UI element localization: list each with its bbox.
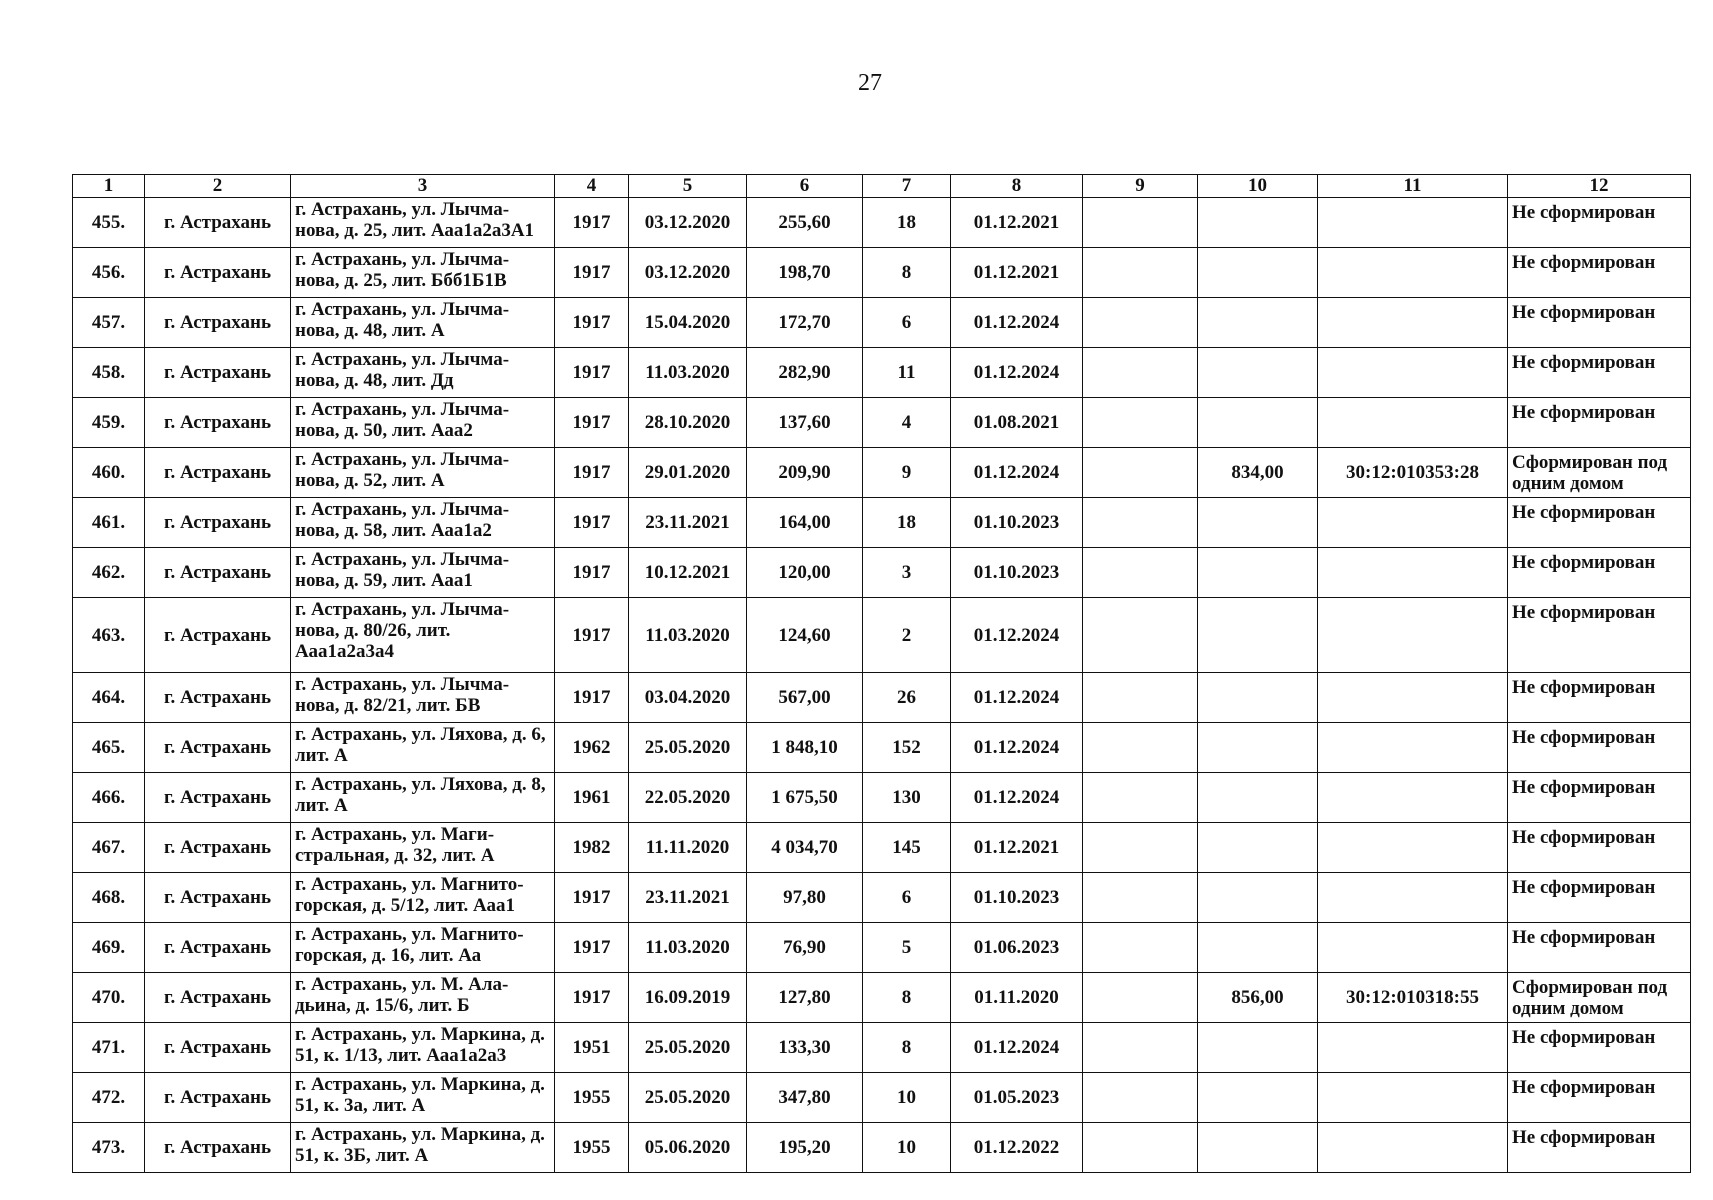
- row-number-cell: 459.: [73, 398, 145, 448]
- address-cell: г. Астрахань, ул. Маркина, д. 51, к. 1/13, лит. Ааа1а2а3: [291, 1023, 555, 1073]
- city-cell: г. Астрахань: [145, 923, 291, 973]
- address-cell: г. Астрахань, ул. Лычма-нова, д. 48, лит. Дд: [291, 348, 555, 398]
- residents-cell: 4: [863, 398, 951, 448]
- cadastral-number-cell: [1318, 823, 1508, 873]
- date-cell: 03.12.2020: [629, 248, 747, 298]
- city-cell: г. Астрахань: [145, 498, 291, 548]
- land-area-cell: [1198, 398, 1318, 448]
- land-area-cell: [1198, 198, 1318, 248]
- area-cell: 120,00: [747, 548, 863, 598]
- cadastral-number-cell: [1318, 1023, 1508, 1073]
- area-cell: 1 675,50: [747, 773, 863, 823]
- row-number-cell: 456.: [73, 248, 145, 298]
- residents-cell: 8: [863, 248, 951, 298]
- cadastral-number-cell: [1318, 773, 1508, 823]
- land-status-cell: Не сформирован: [1508, 498, 1691, 548]
- cadastral-number-cell: 30:12:010353:28: [1318, 448, 1508, 498]
- land-status-cell: Не сформирован: [1508, 298, 1691, 348]
- table-row: [73, 398, 1691, 448]
- residents-cell: 9: [863, 448, 951, 498]
- row-number-cell: 464.: [73, 673, 145, 723]
- row-number-cell: 469.: [73, 923, 145, 973]
- row-number-cell: 472.: [73, 1073, 145, 1123]
- row-number-cell: 467.: [73, 823, 145, 873]
- deadline-cell: 01.12.2021: [951, 823, 1083, 873]
- year-cell: 1917: [555, 873, 629, 923]
- deadline-cell: 01.11.2020: [951, 973, 1083, 1023]
- land-status-cell: Не сформирован: [1508, 1023, 1691, 1073]
- address-cell: г. Астрахань, ул. Магнито-горская, д. 5/12, лит. Ааа1: [291, 873, 555, 923]
- area-cell: 124,60: [747, 598, 863, 673]
- address-cell: г. Астрахань, ул. Лычма-нова, д. 50, лит. Ааа2: [291, 398, 555, 448]
- table-row: [73, 298, 1691, 348]
- area-cell: 198,70: [747, 248, 863, 298]
- city-cell: г. Астрахань: [145, 598, 291, 673]
- year-cell: 1917: [555, 673, 629, 723]
- residents-cell: 8: [863, 973, 951, 1023]
- column-header-4: 4: [555, 175, 629, 198]
- row-number-cell: 458.: [73, 348, 145, 398]
- cadastral-number-cell: [1318, 1073, 1508, 1123]
- col9-cell: [1083, 923, 1198, 973]
- year-cell: 1917: [555, 448, 629, 498]
- city-cell: г. Астрахань: [145, 823, 291, 873]
- year-cell: 1917: [555, 498, 629, 548]
- address-cell: г. Астрахань, ул. Магнито-горская, д. 16, лит. Аа: [291, 923, 555, 973]
- deadline-cell: 01.12.2024: [951, 448, 1083, 498]
- row-number-cell: 468.: [73, 873, 145, 923]
- year-cell: 1962: [555, 723, 629, 773]
- deadline-cell: 01.12.2024: [951, 598, 1083, 673]
- city-cell: г. Астрахань: [145, 348, 291, 398]
- city-cell: г. Астрахань: [145, 723, 291, 773]
- residents-cell: 8: [863, 1023, 951, 1073]
- year-cell: 1955: [555, 1073, 629, 1123]
- col9-cell: [1083, 248, 1198, 298]
- land-area-cell: [1198, 348, 1318, 398]
- column-header-10: 10: [1198, 175, 1318, 198]
- column-header-11: 11: [1318, 175, 1508, 198]
- deadline-cell: 01.05.2023: [951, 1073, 1083, 1123]
- residents-cell: 145: [863, 823, 951, 873]
- address-cell: г. Астрахань, ул. Лычма-нова, д. 25, лит. Ббб1Б1В: [291, 248, 555, 298]
- date-cell: 05.06.2020: [629, 1123, 747, 1173]
- land-area-cell: [1198, 773, 1318, 823]
- column-header-9: 9: [1083, 175, 1198, 198]
- city-cell: г. Астрахань: [145, 1073, 291, 1123]
- land-status-cell: Не сформирован: [1508, 723, 1691, 773]
- city-cell: г. Астрахань: [145, 298, 291, 348]
- cadastral-number-cell: [1318, 1123, 1508, 1173]
- deadline-cell: 01.10.2023: [951, 873, 1083, 923]
- address-cell: г. Астрахань, ул. Маркина, д. 51, к. 3Б, лит. А: [291, 1123, 555, 1173]
- residents-cell: 6: [863, 873, 951, 923]
- cadastral-number-cell: 30:12:010318:55: [1318, 973, 1508, 1023]
- year-cell: 1917: [555, 598, 629, 673]
- deadline-cell: 01.12.2021: [951, 248, 1083, 298]
- date-cell: 25.05.2020: [629, 723, 747, 773]
- land-status-cell: Не сформирован: [1508, 198, 1691, 248]
- land-area-cell: [1198, 873, 1318, 923]
- col9-cell: [1083, 1073, 1198, 1123]
- col9-cell: [1083, 1023, 1198, 1073]
- address-cell: г. Астрахань, ул. Лычма-нова, д. 52, лит. А: [291, 448, 555, 498]
- address-cell: г. Астрахань, ул. Лычма-нова, д. 82/21, лит. БВ: [291, 673, 555, 723]
- year-cell: 1951: [555, 1023, 629, 1073]
- land-area-cell: [1198, 923, 1318, 973]
- area-cell: 195,20: [747, 1123, 863, 1173]
- year-cell: 1917: [555, 973, 629, 1023]
- land-status-cell: Не сформирован: [1508, 348, 1691, 398]
- land-status-cell: Не сформирован: [1508, 673, 1691, 723]
- row-number-cell: 457.: [73, 298, 145, 348]
- city-cell: г. Астрахань: [145, 448, 291, 498]
- table-row: [73, 723, 1691, 773]
- city-cell: г. Астрахань: [145, 198, 291, 248]
- land-area-cell: [1198, 598, 1318, 673]
- column-header-8: 8: [951, 175, 1083, 198]
- land-status-cell: Не сформирован: [1508, 923, 1691, 973]
- col9-cell: [1083, 348, 1198, 398]
- col9-cell: [1083, 773, 1198, 823]
- city-cell: г. Астрахань: [145, 973, 291, 1023]
- table-body: [73, 198, 1691, 1173]
- area-cell: 255,60: [747, 198, 863, 248]
- land-area-cell: [1198, 298, 1318, 348]
- residents-cell: 18: [863, 498, 951, 548]
- land-status-cell: Не сформирован: [1508, 598, 1691, 673]
- table-row: [73, 823, 1691, 873]
- land-area-cell: 834,00: [1198, 448, 1318, 498]
- area-cell: 347,80: [747, 1073, 863, 1123]
- address-cell: г. Астрахань, ул. Маги-стральная, д. 32, лит. А: [291, 823, 555, 873]
- row-number-cell: 465.: [73, 723, 145, 773]
- area-cell: 97,80: [747, 873, 863, 923]
- col9-cell: [1083, 598, 1198, 673]
- date-cell: 23.11.2021: [629, 873, 747, 923]
- area-cell: 76,90: [747, 923, 863, 973]
- col9-cell: [1083, 1123, 1198, 1173]
- address-cell: г. Астрахань, ул. Ляхова, д. 8, лит. А: [291, 773, 555, 823]
- row-number-cell: 455.: [73, 198, 145, 248]
- residents-cell: 130: [863, 773, 951, 823]
- row-number-cell: 463.: [73, 598, 145, 673]
- row-number-cell: 471.: [73, 1023, 145, 1073]
- land-area-cell: [1198, 723, 1318, 773]
- land-area-cell: 856,00: [1198, 973, 1318, 1023]
- land-status-cell: Не сформирован: [1508, 548, 1691, 598]
- cadastral-number-cell: [1318, 398, 1508, 448]
- residents-cell: 2: [863, 598, 951, 673]
- year-cell: 1917: [555, 248, 629, 298]
- column-header-3: 3: [291, 175, 555, 198]
- year-cell: 1917: [555, 298, 629, 348]
- cadastral-number-cell: [1318, 498, 1508, 548]
- residents-cell: 152: [863, 723, 951, 773]
- row-number-cell: 460.: [73, 448, 145, 498]
- date-cell: 25.05.2020: [629, 1073, 747, 1123]
- residents-cell: 18: [863, 198, 951, 248]
- address-cell: г. Астрахань, ул. М. Ала-дьина, д. 15/6, лит. Б: [291, 973, 555, 1023]
- land-status-cell: Не сформирован: [1508, 773, 1691, 823]
- col9-cell: [1083, 673, 1198, 723]
- area-cell: 4 034,70: [747, 823, 863, 873]
- area-cell: 133,30: [747, 1023, 863, 1073]
- table-row: [73, 973, 1691, 1023]
- residents-cell: 10: [863, 1123, 951, 1173]
- date-cell: 16.09.2019: [629, 973, 747, 1023]
- date-cell: 03.12.2020: [629, 198, 747, 248]
- date-cell: 11.03.2020: [629, 923, 747, 973]
- housing-registry-table: [72, 174, 1691, 1173]
- table-row: [73, 598, 1691, 673]
- land-area-cell: [1198, 1073, 1318, 1123]
- address-cell: г. Астрахань, ул. Лычма-нова, д. 59, лит. Ааа1: [291, 548, 555, 598]
- city-cell: г. Астрахань: [145, 1023, 291, 1073]
- col9-cell: [1083, 823, 1198, 873]
- col9-cell: [1083, 448, 1198, 498]
- city-cell: г. Астрахань: [145, 548, 291, 598]
- col9-cell: [1083, 723, 1198, 773]
- column-header-1: 1: [73, 175, 145, 198]
- deadline-cell: 01.10.2023: [951, 498, 1083, 548]
- col9-cell: [1083, 298, 1198, 348]
- area-cell: 164,00: [747, 498, 863, 548]
- deadline-cell: 01.08.2021: [951, 398, 1083, 448]
- table-row: [73, 448, 1691, 498]
- deadline-cell: 01.12.2024: [951, 298, 1083, 348]
- row-number-cell: 461.: [73, 498, 145, 548]
- land-status-cell: Не сформирован: [1508, 248, 1691, 298]
- deadline-cell: 01.12.2024: [951, 1023, 1083, 1073]
- land-area-cell: [1198, 1123, 1318, 1173]
- deadline-cell: 01.10.2023: [951, 548, 1083, 598]
- area-cell: 127,80: [747, 973, 863, 1023]
- date-cell: 28.10.2020: [629, 398, 747, 448]
- table-row: [73, 873, 1691, 923]
- deadline-cell: 01.12.2022: [951, 1123, 1083, 1173]
- city-cell: г. Астрахань: [145, 398, 291, 448]
- land-status-cell: Сформирован под одним домом: [1508, 448, 1691, 498]
- address-cell: г. Астрахань, ул. Ляхова, д. 6, лит. А: [291, 723, 555, 773]
- col9-cell: [1083, 973, 1198, 1023]
- land-status-cell: Не сформирован: [1508, 873, 1691, 923]
- area-cell: 209,90: [747, 448, 863, 498]
- land-status-cell: Не сформирован: [1508, 398, 1691, 448]
- year-cell: 1961: [555, 773, 629, 823]
- land-status-cell: Не сформирован: [1508, 1073, 1691, 1123]
- area-cell: 282,90: [747, 348, 863, 398]
- table-row: [73, 1123, 1691, 1173]
- city-cell: г. Астрахань: [145, 673, 291, 723]
- city-cell: г. Астрахань: [145, 873, 291, 923]
- cadastral-number-cell: [1318, 198, 1508, 248]
- year-cell: 1917: [555, 923, 629, 973]
- residents-cell: 26: [863, 673, 951, 723]
- date-cell: 29.01.2020: [629, 448, 747, 498]
- column-header-6: 6: [747, 175, 863, 198]
- deadline-cell: 01.06.2023: [951, 923, 1083, 973]
- land-area-cell: [1198, 498, 1318, 548]
- row-number-cell: 473.: [73, 1123, 145, 1173]
- date-cell: 11.03.2020: [629, 348, 747, 398]
- address-cell: г. Астрахань, ул. Лычма-нова, д. 25, лит. Ааа1а2а3А1: [291, 198, 555, 248]
- date-cell: 23.11.2021: [629, 498, 747, 548]
- column-header-5: 5: [629, 175, 747, 198]
- cadastral-number-cell: [1318, 673, 1508, 723]
- land-area-cell: [1198, 1023, 1318, 1073]
- cadastral-number-cell: [1318, 598, 1508, 673]
- table-header-row: [73, 175, 1691, 198]
- table-row: [73, 248, 1691, 298]
- area-cell: 1 848,10: [747, 723, 863, 773]
- page-number: 27: [858, 70, 882, 96]
- cadastral-number-cell: [1318, 723, 1508, 773]
- deadline-cell: 01.12.2024: [951, 723, 1083, 773]
- year-cell: 1982: [555, 823, 629, 873]
- address-cell: г. Астрахань, ул. Лычма-нова, д. 48, лит. А: [291, 298, 555, 348]
- column-header-12: 12: [1508, 175, 1691, 198]
- table-row: [73, 348, 1691, 398]
- area-cell: 137,60: [747, 398, 863, 448]
- table-row: [73, 1073, 1691, 1123]
- date-cell: 25.05.2020: [629, 1023, 747, 1073]
- date-cell: 22.05.2020: [629, 773, 747, 823]
- col9-cell: [1083, 548, 1198, 598]
- row-number-cell: 462.: [73, 548, 145, 598]
- residents-cell: 3: [863, 548, 951, 598]
- city-cell: г. Астрахань: [145, 248, 291, 298]
- land-area-cell: [1198, 548, 1318, 598]
- residents-cell: 5: [863, 923, 951, 973]
- col9-cell: [1083, 873, 1198, 923]
- land-area-cell: [1198, 823, 1318, 873]
- column-header-7: 7: [863, 175, 951, 198]
- land-status-cell: Не сформирован: [1508, 823, 1691, 873]
- city-cell: г. Астрахань: [145, 1123, 291, 1173]
- cadastral-number-cell: [1318, 873, 1508, 923]
- year-cell: 1955: [555, 1123, 629, 1173]
- row-number-cell: 466.: [73, 773, 145, 823]
- date-cell: 11.03.2020: [629, 598, 747, 673]
- cadastral-number-cell: [1318, 548, 1508, 598]
- year-cell: 1917: [555, 548, 629, 598]
- date-cell: 10.12.2021: [629, 548, 747, 598]
- table-row: [73, 498, 1691, 548]
- area-cell: 567,00: [747, 673, 863, 723]
- city-cell: г. Астрахань: [145, 773, 291, 823]
- table-row: [73, 1023, 1691, 1073]
- land-area-cell: [1198, 248, 1318, 298]
- table-row: [73, 198, 1691, 248]
- area-cell: 172,70: [747, 298, 863, 348]
- table-row: [73, 548, 1691, 598]
- col9-cell: [1083, 498, 1198, 548]
- land-status-cell: Не сформирован: [1508, 1123, 1691, 1173]
- cadastral-number-cell: [1318, 923, 1508, 973]
- table-row: [73, 923, 1691, 973]
- cadastral-number-cell: [1318, 298, 1508, 348]
- table-row: [73, 673, 1691, 723]
- address-cell: г. Астрахань, ул. Лычма-нова, д. 58, лит. Ааа1а2: [291, 498, 555, 548]
- deadline-cell: 01.12.2024: [951, 673, 1083, 723]
- date-cell: 15.04.2020: [629, 298, 747, 348]
- column-header-2: 2: [145, 175, 291, 198]
- date-cell: 03.04.2020: [629, 673, 747, 723]
- cadastral-number-cell: [1318, 348, 1508, 398]
- deadline-cell: 01.12.2021: [951, 198, 1083, 248]
- year-cell: 1917: [555, 348, 629, 398]
- row-number-cell: 470.: [73, 973, 145, 1023]
- col9-cell: [1083, 398, 1198, 448]
- land-status-cell: Сформирован под одним домом: [1508, 973, 1691, 1023]
- cadastral-number-cell: [1318, 248, 1508, 298]
- residents-cell: 10: [863, 1073, 951, 1123]
- date-cell: 11.11.2020: [629, 823, 747, 873]
- deadline-cell: 01.12.2024: [951, 773, 1083, 823]
- residents-cell: 11: [863, 348, 951, 398]
- land-area-cell: [1198, 673, 1318, 723]
- deadline-cell: 01.12.2024: [951, 348, 1083, 398]
- year-cell: 1917: [555, 398, 629, 448]
- year-cell: 1917: [555, 198, 629, 248]
- residents-cell: 6: [863, 298, 951, 348]
- address-cell: г. Астрахань, ул. Маркина, д. 51, к. 3а, лит. А: [291, 1073, 555, 1123]
- col9-cell: [1083, 198, 1198, 248]
- table-row: [73, 773, 1691, 823]
- address-cell: г. Астрахань, ул. Лычма-нова, д. 80/26, лит. Ааа1а2а3а4: [291, 598, 555, 673]
